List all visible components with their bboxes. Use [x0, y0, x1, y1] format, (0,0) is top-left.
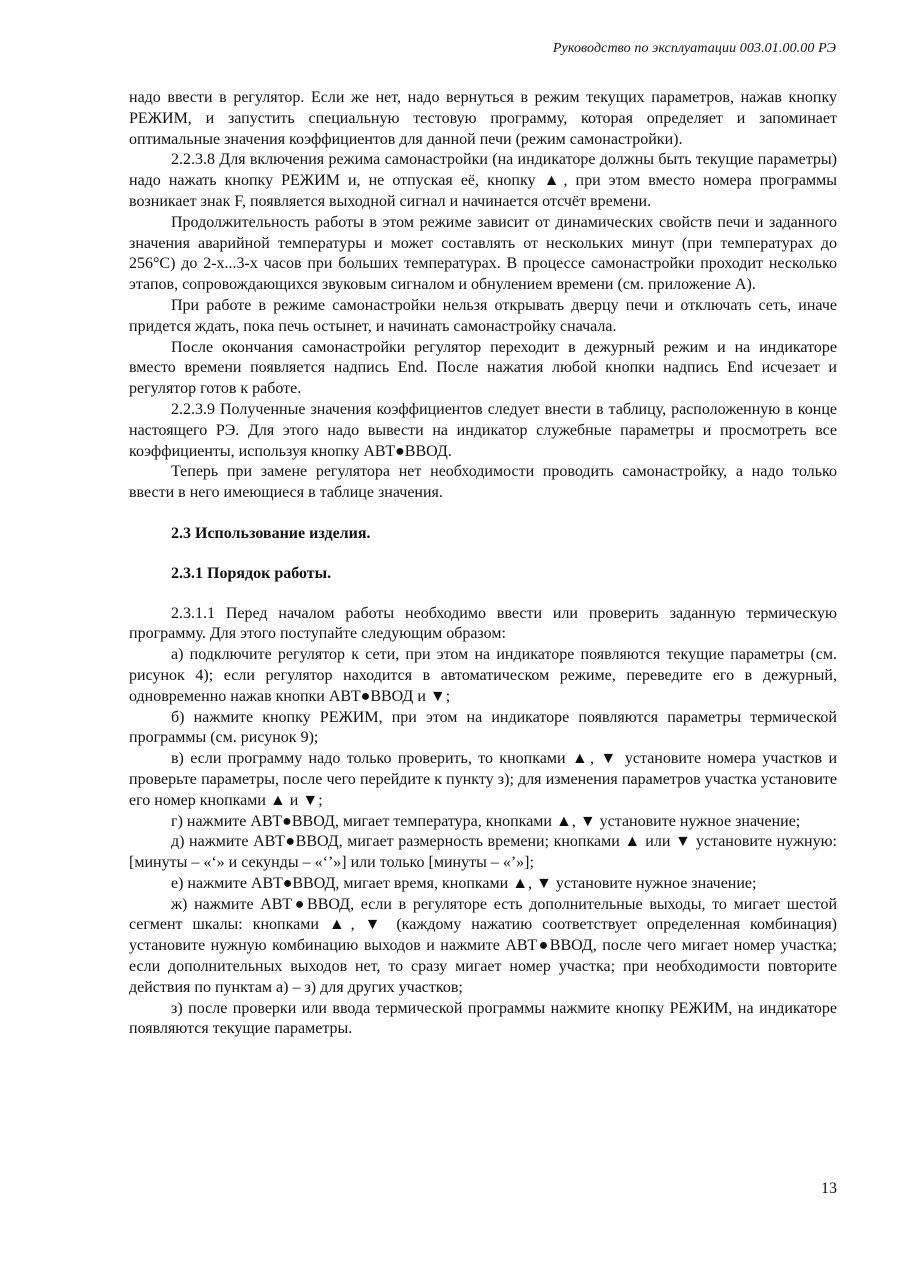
section-heading: 2.3 Использование изделия.: [171, 524, 371, 542]
list-item: в) если программу надо только проверить, то кнопками ▲, ▼ установите номера участков и проверьте параметры, после чего перейдите к пункту з); для изменения параметров участка установите его номер кнопками ▲ и ▼;: [129, 750, 837, 809]
list-item: е) нажмите АВТ●ВВОД, мигает время, кнопками ▲, ▼ установите нужное значение;: [171, 874, 757, 892]
running-header: Руководство по эксплуатации 003.01.00.00 РЭ: [552, 41, 836, 56]
paragraph: 2.3.1.1 Перед началом работы необходимо ввести или проверить заданную термическую программу. Для этого поступайте следующим образом:: [129, 604, 837, 643]
list-item: б) нажмите кнопку РЕЖИМ, при этом на индикаторе появляются параметры термической программы (см. рисунок 9);: [129, 708, 837, 747]
page-number: 13: [821, 1180, 837, 1197]
paragraph: При работе в режиме самонастройки нельзя открывать дверцу печи и отключать сеть, иначе придется ждать, пока печь остынет, и начинать самонастройку сначала.: [129, 296, 837, 335]
list-item: з) после проверки или ввода термической программы нажмите кнопку РЕЖИМ, на индикаторе появляются текущие параметры.: [129, 999, 837, 1038]
paragraph: 2.2.3.9 Полученные значения коэффициентов следует внести в таблицу, расположенную в конце настоящего РЭ. Для этого надо вывести на индикатор служебные параметры и просмотреть все коэффициенты, используя кнопку АВТ●ВВОД.: [129, 400, 837, 460]
paragraph: Продолжительность работы в этом режиме зависит от динамических свойств печи и заданного значения аварийной температуры и может составлять от нескольких минут (при температурах до 256°С) до 2-х...3-х часов при больших температурах. В процессе самонастройки проходит несколько этапов, сопровождающихся звуковым сигналом и обнулением времени (см. приложение А).: [129, 213, 837, 294]
list-item: ж) нажмите АВТ●ВВОД, если в регуляторе есть дополнительные выходы, то мигает шестой сегмент шкалы: кнопками ▲, ▼ (каждому нажатию соответствует определенная комбинация) установите нужную комбинацию выходов и нажмите АВТ●ВВОД, после чего мигает номер участка; если дополнительных выходов нет, то сразу мигает номер участка; при необходимости повторите действия по пунктам а) – з) для других участков;: [129, 895, 837, 996]
list-item: г) нажмите АВТ●ВВОД, мигает температура, кнопками ▲, ▼ установите нужное значение;: [171, 812, 801, 830]
paragraph: После окончания самонастройки регулятор переходит в дежурный режим и на индикаторе вместо времени появляется надпись End. После нажатия любой кнопки надпись End исчезает и регулятор готов к работе.: [129, 338, 837, 398]
page-body: [129, 88, 837, 1040]
list-item: а) подключите регулятор к сети, при этом на индикаторе появляются текущие параметры (см. рисунок 4); если регулятор находится в автоматическом режиме, переведите его в дежурный, одновременно нажав кнопки АВТ●ВВОД и ▼;: [129, 646, 837, 705]
subsection-heading: 2.3.1 Порядок работы.: [171, 564, 332, 582]
paragraph: 2.2.3.8 Для включения режима самонастройки (на индикаторе должны быть текущие параметры) надо нажать кнопку РЕЖИМ и, не отпуская её, кнопку ▲, при этом вместо номера программы возникает знак F, появляется выходной сигнал и начинается отсчёт времени.: [129, 151, 837, 210]
list-item: д) нажмите АВТ●ВВОД, мигает размерность времени; кнопками ▲ или ▼ установите нужную: [минуты – «‘» и секунды – «‘’»] или только [минуты – «’»];: [129, 833, 837, 872]
paragraph: надо ввести в регулятор. Если же нет, надо вернуться в режим текущих параметров, нажав кнопку РЕЖИМ, и запустить специальную тестовую программу, которая определяет и запоминает оптимальные значения коэффициентов для данной печи (режим самонастройки).: [129, 89, 837, 148]
paragraph: Теперь при замене регулятора нет необходимости проводить самонастройку, а надо только ввести в него имеющиеся в таблице значения.: [129, 463, 837, 502]
